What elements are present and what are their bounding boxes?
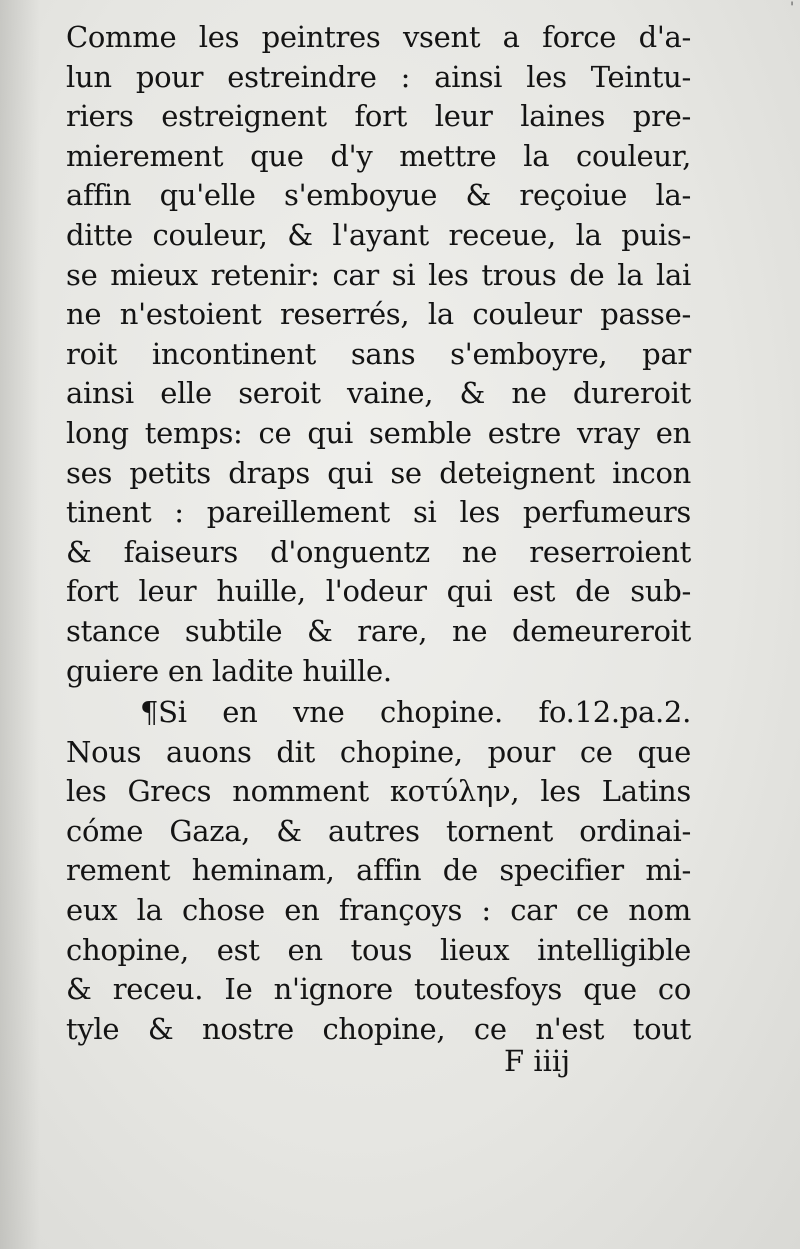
text-line: & receu. Ie n'ignore toutesfoys que co — [66, 972, 691, 1007]
text-line: ditte couleur, & l'ayant receue, la puis- — [66, 217, 691, 252]
text-line: guiere en ladite huille. — [66, 653, 392, 688]
text-line: stance subtile & rare, ne demeureroit — [66, 613, 691, 648]
text-line: mierement que d'y mettre la couleur, — [66, 138, 691, 173]
text-line: fort leur huille, l'odeur qui est de sub- — [66, 574, 691, 609]
page-text — [66, 18, 691, 1049]
text-line: se mieux retenir: car si les trous de la lai — [66, 257, 691, 292]
text-line: & faiseurs d'onguentz ne reserroient — [66, 534, 691, 569]
text-line: riers estreignent fort leur laines pre- — [66, 99, 691, 134]
corner-mark: ' — [790, 0, 794, 16]
text-line: les Grecs nomment κοτύλην, les Latins — [66, 774, 691, 809]
text-line: roit incontinent sans s'emboyre, par — [66, 336, 691, 371]
section-heading: ¶Si en vne chopine. fo.12.pa.2. — [140, 695, 691, 730]
text-line: ne n'estoient reserrés, la couleur passe- — [66, 297, 691, 332]
text-line: long temps: ce qui semble estre vray en — [66, 415, 691, 450]
text-line: tinent : pareillement si les perfumeurs — [66, 495, 691, 530]
text-line: rement heminam, affin de specifier mi- — [66, 853, 691, 888]
signature-mark: F iiij — [504, 1044, 571, 1078]
text-line: chopine, est en tous lieux intelligible — [66, 932, 691, 967]
text-line: lun pour estreindre : ainsi les Teintu- — [66, 59, 691, 94]
text-line: Nous auons dit chopine, pour ce que — [66, 734, 691, 769]
text-line: affin qu'elle s'emboyue & reçoiue la- — [66, 178, 691, 213]
text-line: ses petits draps qui se deteignent incon — [66, 455, 691, 490]
text-line: ainsi elle seroit vaine, & ne dureroit — [66, 376, 691, 411]
text-line: eux la chose en françoys : car ce nom — [66, 893, 691, 928]
text-line: Comme les peintres vsent a force d'a- — [66, 20, 691, 54]
text-line: tyle & nostre chopine, ce n'est tout — [66, 1011, 691, 1046]
text-line: cóme Gaza, & autres tornent ordinai- — [66, 813, 691, 848]
